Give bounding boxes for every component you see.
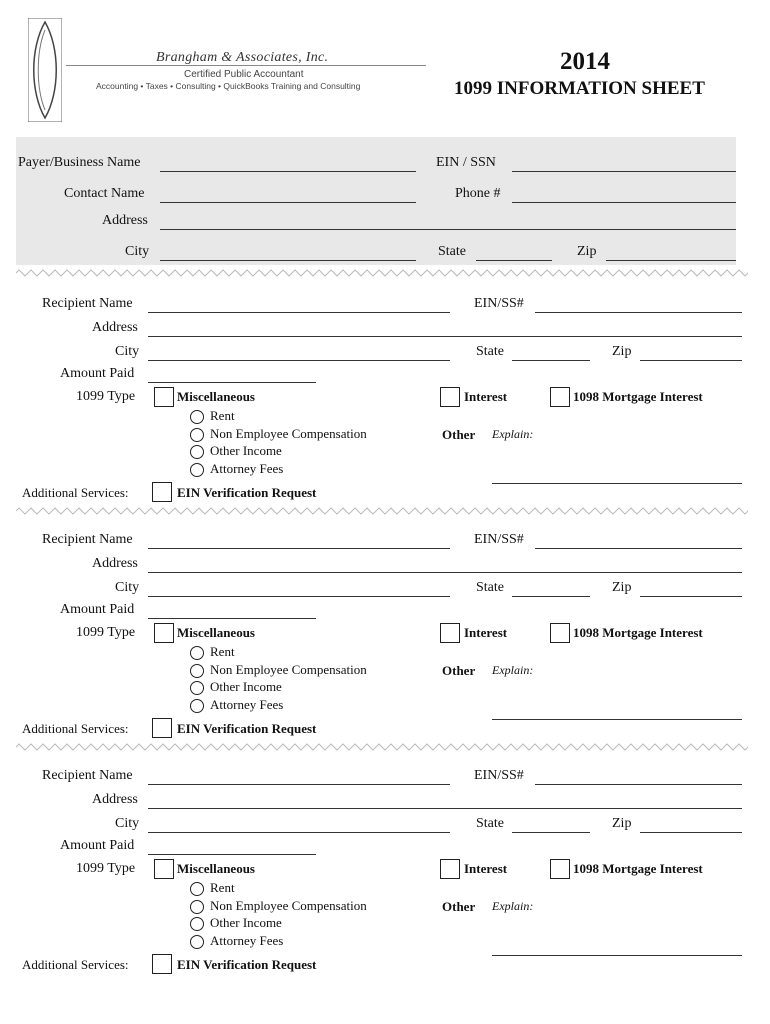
additional-services-label: Additional Services: <box>22 721 129 736</box>
recipient-1-name-field[interactable] <box>148 312 450 313</box>
recipient-interest-label: Interest <box>464 861 508 876</box>
payer-ein-label: EIN / SSN <box>436 155 496 170</box>
recipient-other-label: Other <box>442 899 476 914</box>
recipient-3-city-field[interactable] <box>148 832 450 833</box>
recipient-1-interest-checkbox[interactable] <box>440 387 460 407</box>
recipient-1-amount-field[interactable] <box>148 382 316 383</box>
recipient-zip-label: Zip <box>612 580 632 595</box>
recipient-rent-label: Rent <box>210 880 235 895</box>
recipient-amount-label: Amount Paid <box>60 602 135 617</box>
recipient-interest-label: Interest <box>464 389 508 404</box>
recipient-1-mortgage-checkbox[interactable] <box>550 387 570 407</box>
recipient-2-ein-verify-checkbox[interactable] <box>152 718 172 738</box>
payer-phone-label: Phone # <box>455 186 501 201</box>
recipient-2-address-field[interactable] <box>148 572 742 573</box>
firm-divider <box>66 65 426 66</box>
recipient-type-label: 1099 Type <box>76 861 136 876</box>
section-divider <box>16 268 748 278</box>
firm-subtitle: Certified Public Accountant <box>184 69 304 80</box>
payer-business-name-label: Payer/Business Name <box>18 155 141 170</box>
recipient-3-misc-checkbox[interactable] <box>154 859 174 879</box>
section-divider <box>16 506 748 516</box>
recipient-ein-label: EIN/SS# <box>474 296 524 311</box>
recipient-2-city-field[interactable] <box>148 596 450 597</box>
recipient-3-name-field[interactable] <box>148 784 450 785</box>
payer-phone-field[interactable] <box>512 202 736 203</box>
recipient-2-misc-checkbox[interactable] <box>154 623 174 643</box>
recipient-name-label: Recipient Name <box>42 296 133 311</box>
recipient-1-other-income-radio[interactable] <box>190 445 204 459</box>
recipient-address-label: Address <box>92 556 138 571</box>
recipient-mortgage-label: 1098 Mortgage Interest <box>573 625 703 640</box>
recipient-amount-label: Amount Paid <box>60 366 135 381</box>
logo-icon <box>28 18 62 122</box>
recipient-state-label: State <box>476 344 504 359</box>
recipient-2-amount-field[interactable] <box>148 618 316 619</box>
payer-contact-field[interactable] <box>160 202 416 203</box>
ein-verification-label: EIN Verification Request <box>177 485 317 500</box>
form-year: 2014 <box>560 48 610 75</box>
recipient-2-nec-radio[interactable] <box>190 664 204 678</box>
recipient-3-explain-field[interactable] <box>492 955 742 956</box>
additional-services-label: Additional Services: <box>22 957 129 972</box>
recipient-2-mortgage-checkbox[interactable] <box>550 623 570 643</box>
recipient-name-label: Recipient Name <box>42 768 133 783</box>
recipient-3-nec-radio[interactable] <box>190 900 204 914</box>
recipient-1-city-field[interactable] <box>148 360 450 361</box>
recipient-explain-label: Explain: <box>492 663 534 677</box>
recipient-3-interest-checkbox[interactable] <box>440 859 460 879</box>
recipient-1-attorney-radio[interactable] <box>190 463 204 477</box>
recipient-3-amount-field[interactable] <box>148 854 316 855</box>
payer-state-field[interactable] <box>476 260 552 261</box>
recipient-interest-label: Interest <box>464 625 508 640</box>
recipient-2-name-field[interactable] <box>148 548 450 549</box>
recipient-city-label: City <box>115 816 140 831</box>
recipient-ein-label: EIN/SS# <box>474 532 524 547</box>
recipient-mortgage-label: 1098 Mortgage Interest <box>573 861 703 876</box>
recipient-3-zip-field[interactable] <box>640 832 742 833</box>
recipient-rent-label: Rent <box>210 644 235 659</box>
recipient-zip-label: Zip <box>612 344 632 359</box>
payer-zip-label: Zip <box>577 244 597 259</box>
recipient-address-label: Address <box>92 792 138 807</box>
recipient-2-interest-checkbox[interactable] <box>440 623 460 643</box>
recipient-2-other-income-radio[interactable] <box>190 681 204 695</box>
payer-address-label: Address <box>102 213 148 228</box>
recipient-3-attorney-radio[interactable] <box>190 935 204 949</box>
recipient-attorney-label: Attorney Fees <box>210 461 284 476</box>
recipient-attorney-label: Attorney Fees <box>210 697 284 712</box>
recipient-nec-label: Non Employee Compensation <box>210 426 367 441</box>
recipient-1-explain-field[interactable] <box>492 483 742 484</box>
firm-services: Accounting • Taxes • Consulting • QuickBooks Training and Consulting <box>96 81 361 91</box>
recipient-1-misc-checkbox[interactable] <box>154 387 174 407</box>
payer-city-field[interactable] <box>160 260 416 261</box>
recipient-nec-label: Non Employee Compensation <box>210 662 367 677</box>
recipient-3-state-field[interactable] <box>512 832 590 833</box>
payer-zip-field[interactable] <box>606 260 736 261</box>
recipient-misc-label: Miscellaneous <box>177 861 255 876</box>
recipient-type-label: 1099 Type <box>76 625 136 640</box>
form-title: 1099 INFORMATION SHEET <box>454 78 705 99</box>
recipient-zip-label: Zip <box>612 816 632 831</box>
recipient-address-label: Address <box>92 320 138 335</box>
recipient-1-address-field[interactable] <box>148 336 742 337</box>
recipient-mortgage-label: 1098 Mortgage Interest <box>573 389 703 404</box>
recipient-1-zip-field[interactable] <box>640 360 742 361</box>
recipient-explain-label: Explain: <box>492 899 534 913</box>
recipient-2-attorney-radio[interactable] <box>190 699 204 713</box>
recipient-misc-label: Miscellaneous <box>177 389 255 404</box>
ein-verification-label: EIN Verification Request <box>177 721 317 736</box>
recipient-attorney-label: Attorney Fees <box>210 933 284 948</box>
recipient-2-explain-field[interactable] <box>492 719 742 720</box>
payer-ein-field[interactable] <box>512 171 736 172</box>
recipient-other-label: Other <box>442 427 476 442</box>
ein-verification-label: EIN Verification Request <box>177 957 317 972</box>
recipient-2-zip-field[interactable] <box>640 596 742 597</box>
payer-address-field[interactable] <box>160 229 736 230</box>
recipient-3-address-field[interactable] <box>148 808 742 809</box>
recipient-name-label: Recipient Name <box>42 532 133 547</box>
recipient-3-ein-verify-checkbox[interactable] <box>152 954 172 974</box>
recipient-other-income-label: Other Income <box>210 443 282 458</box>
recipient-state-label: State <box>476 816 504 831</box>
recipient-explain-label: Explain: <box>492 427 534 441</box>
recipient-2-ein-field[interactable] <box>535 548 742 549</box>
recipient-type-label: 1099 Type <box>76 389 136 404</box>
recipient-state-label: State <box>476 580 504 595</box>
recipient-2-state-field[interactable] <box>512 596 590 597</box>
recipient-other-income-label: Other Income <box>210 915 282 930</box>
recipient-ein-label: EIN/SS# <box>474 768 524 783</box>
payer-contact-label: Contact Name <box>64 186 145 201</box>
recipient-3-other-income-radio[interactable] <box>190 917 204 931</box>
recipient-1-nec-radio[interactable] <box>190 428 204 442</box>
recipient-1-rent-radio[interactable] <box>190 410 204 424</box>
recipient-1-state-field[interactable] <box>512 360 590 361</box>
section-divider <box>16 742 748 752</box>
recipient-3-mortgage-checkbox[interactable] <box>550 859 570 879</box>
recipient-nec-label: Non Employee Compensation <box>210 898 367 913</box>
recipient-rent-label: Rent <box>210 408 235 423</box>
payer-state-label: State <box>438 244 466 259</box>
payer-business-name-field[interactable] <box>160 171 416 172</box>
additional-services-label: Additional Services: <box>22 485 129 500</box>
recipient-amount-label: Amount Paid <box>60 838 135 853</box>
payer-city-label: City <box>125 244 150 259</box>
recipient-misc-label: Miscellaneous <box>177 625 255 640</box>
recipient-other-income-label: Other Income <box>210 679 282 694</box>
firm-name: Brangham & Associates, Inc. <box>156 50 329 65</box>
recipient-3-ein-field[interactable] <box>535 784 742 785</box>
recipient-1-ein-verify-checkbox[interactable] <box>152 482 172 502</box>
recipient-1-ein-field[interactable] <box>535 312 742 313</box>
recipient-3-rent-radio[interactable] <box>190 882 204 896</box>
recipient-other-label: Other <box>442 663 476 678</box>
recipient-city-label: City <box>115 344 140 359</box>
recipient-city-label: City <box>115 580 140 595</box>
recipient-2-rent-radio[interactable] <box>190 646 204 660</box>
